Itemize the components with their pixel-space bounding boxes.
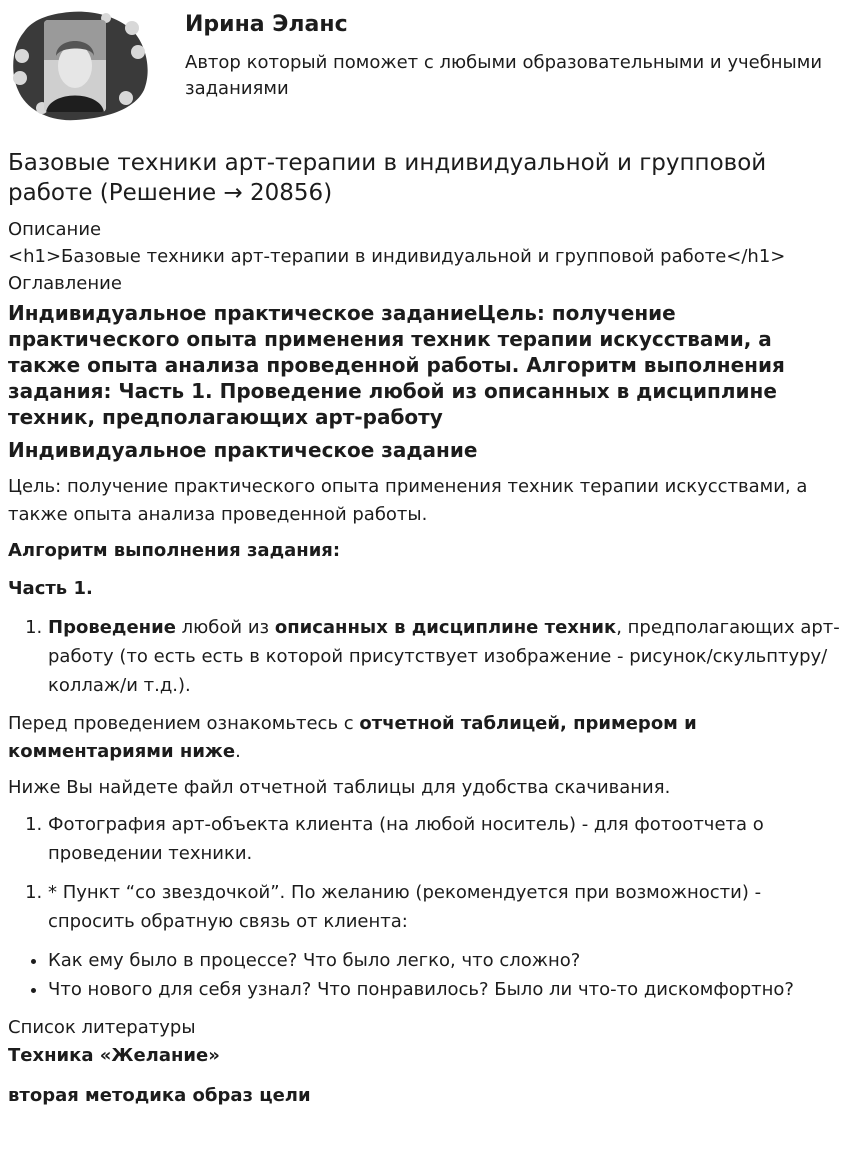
description-label: Описание [8,219,102,240]
main-content [8,148,840,1122]
literature-item[interactable]: Техника «Желание» [8,1045,220,1066]
toc-heading: Индивидуальное практическое заданиеЦель: получение практического опыта применения техник терапии искусствами, а также опыта анализа проведенной работы. Алгоритм выполнения задания: Часть 1. Проведение любой из описанных в дисциплине техник, предполагающих арт-работу [8,301,785,429]
literature-item[interactable]: вторая методика образ цели [8,1085,311,1106]
star-list [8,878,840,936]
list-item: 1. Фотография арт-объекта клиента (на любой носитель) - для фотоотчета о проведении техники. [48,810,840,868]
photo-list [8,810,840,868]
step-text-1: любой из [175,617,275,638]
part-label: Часть 1. [8,578,93,599]
literature-label: Список литературы [8,1017,196,1038]
task-heading: Индивидуальное практическое задание [8,438,478,462]
toc-label: Оглавление [8,273,122,294]
before-paragraph [8,710,840,766]
author-card [0,0,847,130]
before-text-2: . [235,741,241,762]
step-list [8,613,840,700]
list-item: • Что нового для себя узнал? Что понравилось? Было ли что-то дискомфортно? [48,975,840,1004]
feedback-bullets [8,946,840,1004]
list-item [48,613,840,700]
page-title: Базовые техники арт-терапии в индивидуальной и групповой работе (Решение → 20856) [8,150,767,206]
author-description: Автор который поможет с любыми образовательными и учебными заданиями [185,52,823,99]
list-item: • Как ему было в процессе? Что было легко, что сложно? [48,946,840,975]
description-raw-heading: <h1>Базовые техники арт-терапии в индивидуальной и групповой работе</h1> [8,246,786,267]
algorithm-label: Алгоритм выполнения задания: [8,540,341,561]
list-item: 1. * Пункт “со звездочкой”. По желанию (рекомендуется при возможности) - спросить обратную связь от клиента: [48,878,840,936]
goal-paragraph: Цель: получение практического опыта применения техник терапии искусствами, а также опыта анализа проведенной работы. [8,476,808,525]
step-bold-1: Проведение [48,617,176,638]
before-text-1: Перед проведением ознакомьтесь с [8,713,360,734]
step-text-2: , предполагающих арт-работу (то есть есть в которой присутствует изображение - рисунок/скульптуру/коллаж/и т.д.). [48,617,840,696]
author-avatar[interactable] [6,6,152,126]
download-paragraph: Ниже Вы найдете файл отчетной таблицы для удобства скачивания. [8,777,671,798]
step-bold-2: описанных в дисциплине техник [274,617,617,638]
before-bold: отчетной таблицей, примером и комментариями ниже [8,713,697,762]
author-name[interactable]: Ирина Эланс [185,12,348,37]
